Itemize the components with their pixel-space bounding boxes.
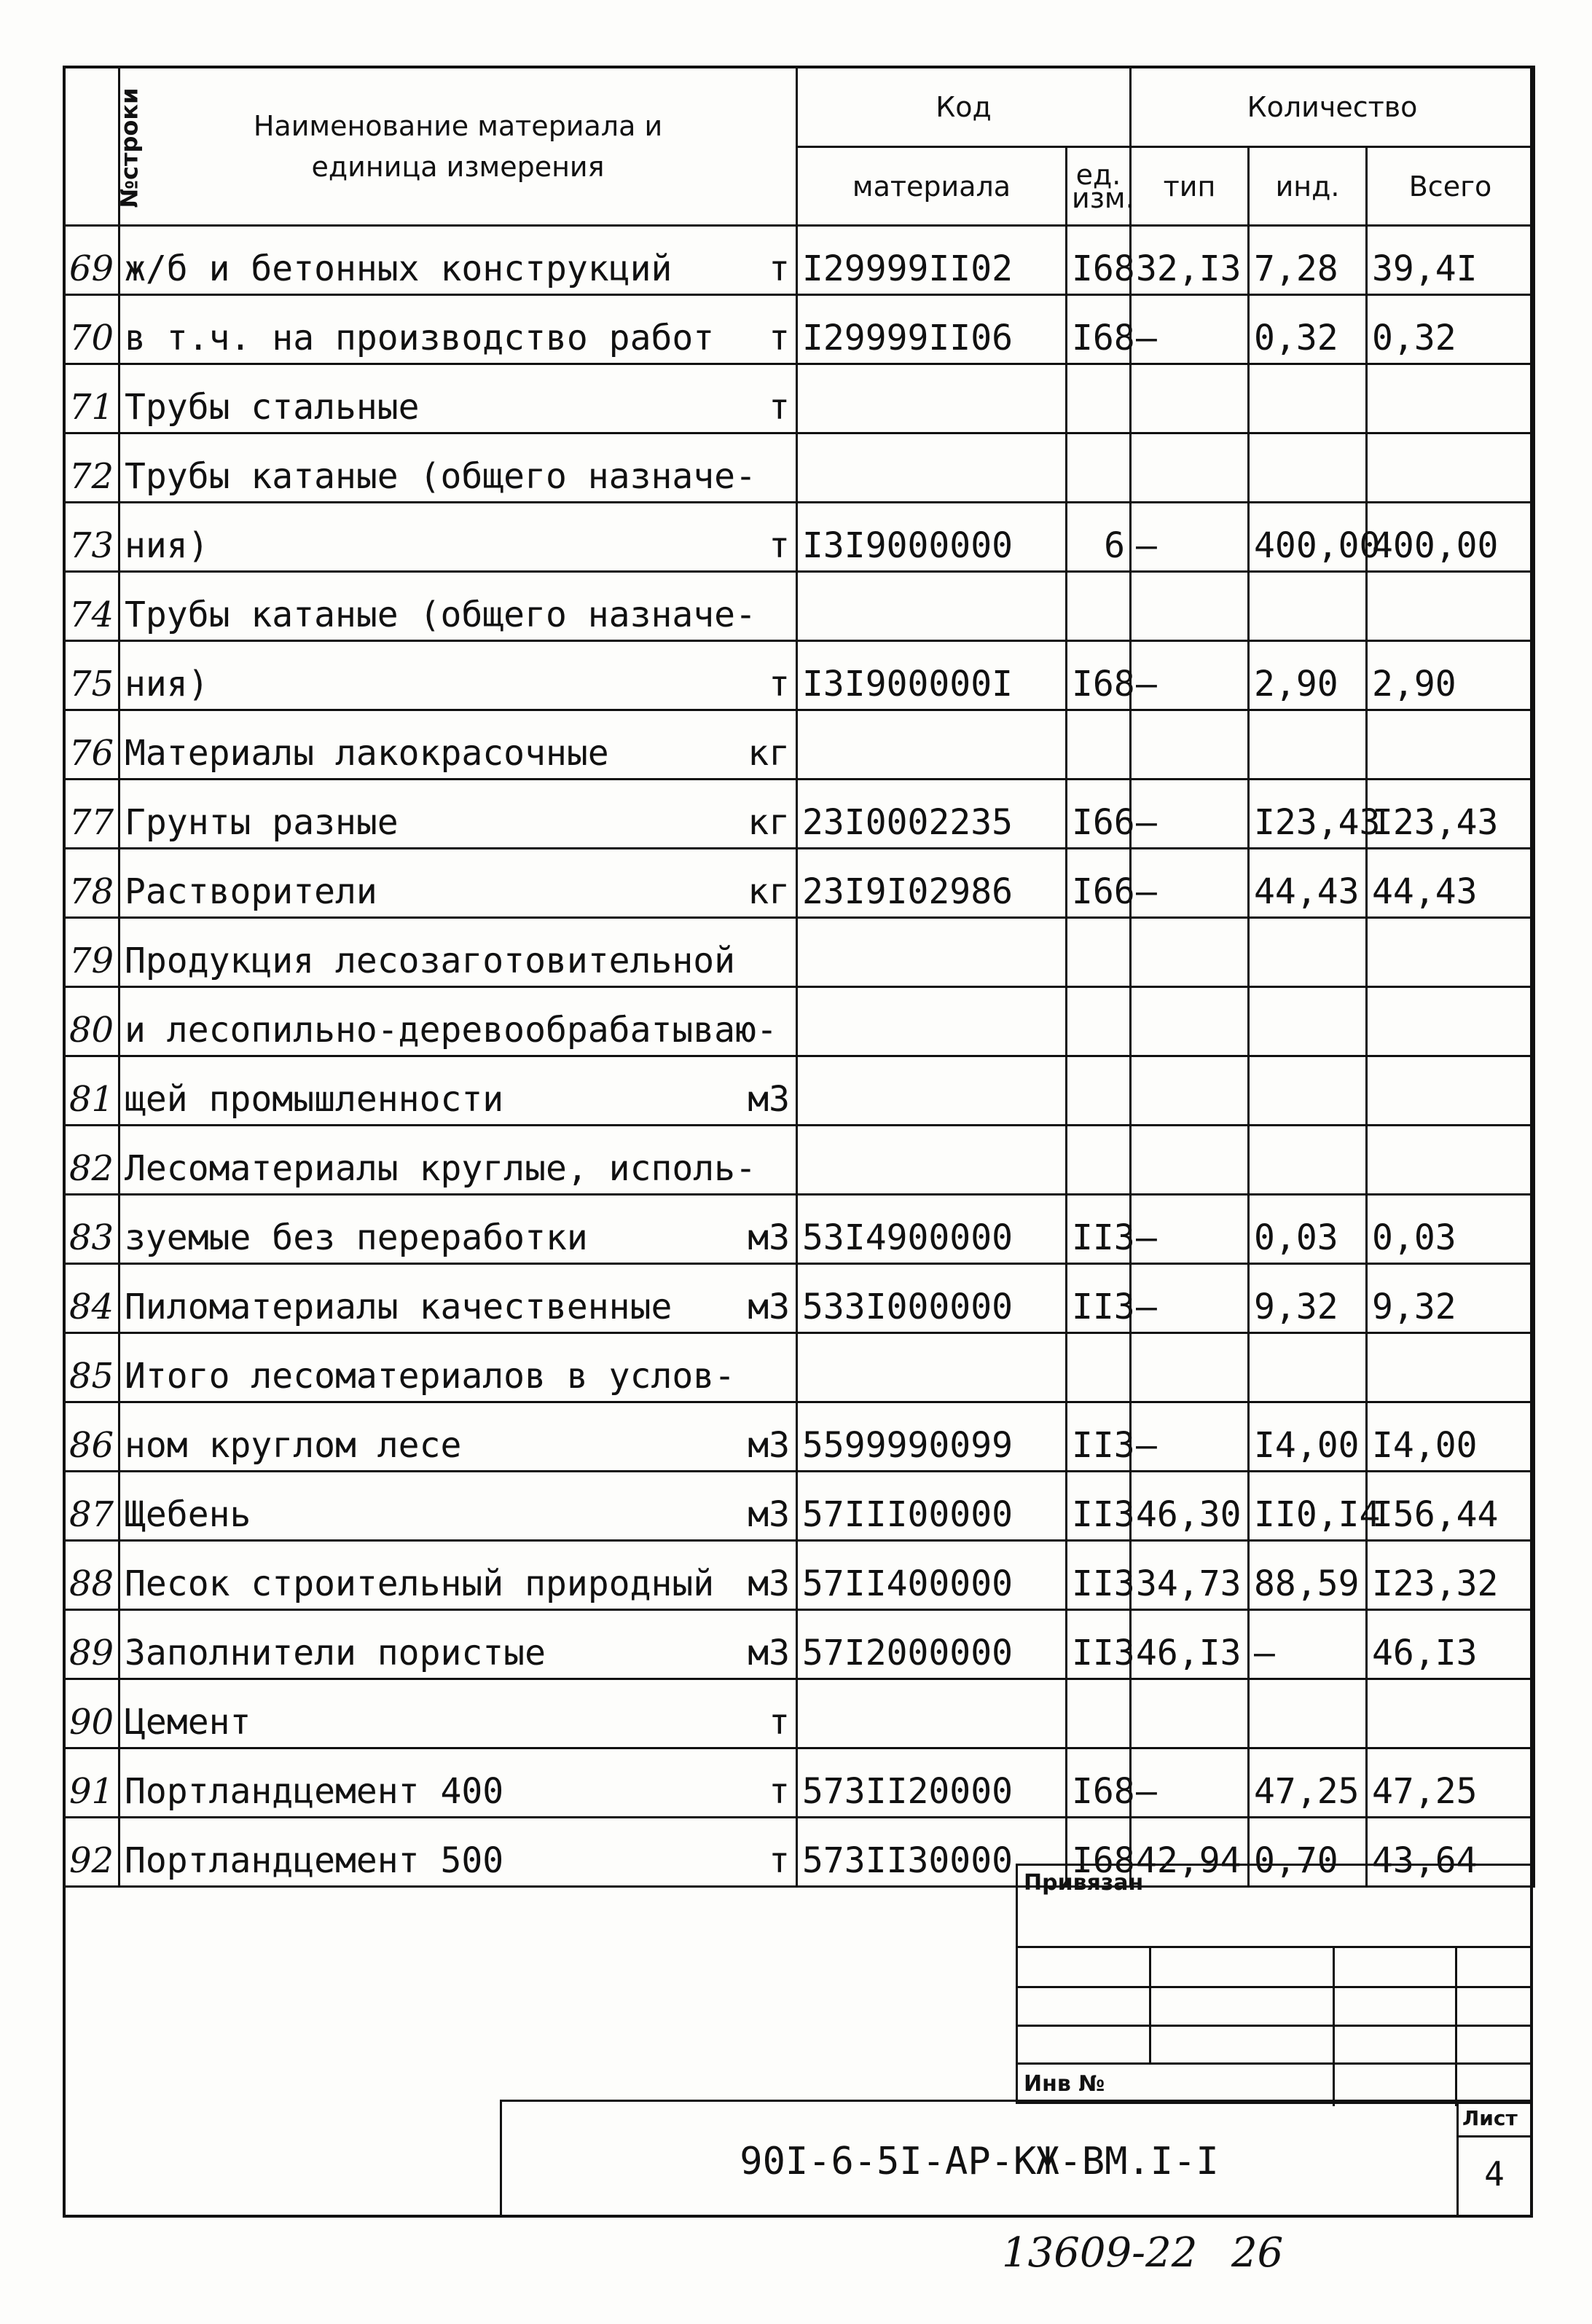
material-name-cell	[119, 1679, 797, 1748]
row-number-cell: 79	[64, 918, 119, 987]
quantity-type-cell	[1131, 433, 1249, 503]
quantity-type-cell: –	[1131, 1195, 1249, 1264]
quantity-individual-cell	[1249, 987, 1367, 1056]
row-number-cell: 90	[64, 1679, 119, 1748]
unit-code-cell: II3	[1067, 1472, 1131, 1541]
unit-code-cell	[1067, 918, 1131, 987]
quantity-type-cell: –	[1131, 1748, 1249, 1818]
table-row	[64, 572, 1534, 641]
quantity-total-cell	[1367, 1056, 1534, 1126]
unit-code-cell	[1067, 1333, 1131, 1402]
table-row	[64, 780, 1534, 849]
row-number-cell: 87	[64, 1472, 119, 1541]
quantity-type-cell: 42,94	[1131, 1818, 1249, 1887]
material-unit: м3	[748, 1425, 790, 1466]
material-code-cell	[797, 433, 1067, 503]
quantity-individual-cell: 88,59	[1249, 1541, 1367, 1610]
header-material-name: Наименование материала и единица измерения	[119, 67, 797, 226]
table-body	[64, 226, 1534, 1887]
quantity-type-cell: –	[1131, 295, 1249, 364]
quantity-individual-cell	[1249, 710, 1367, 780]
header-qty-type: тип	[1131, 147, 1249, 226]
material-name-cell	[119, 503, 797, 572]
row-number-cell: 85	[64, 1333, 119, 1402]
material-name-cell	[119, 780, 797, 849]
table-row	[64, 849, 1534, 918]
material-name: Лесоматериалы круглые, исполь-	[125, 1148, 756, 1189]
quantity-individual-cell: 400,00	[1249, 503, 1367, 572]
material-code-cell	[797, 987, 1067, 1056]
table-row	[64, 1195, 1534, 1264]
material-name: зуемые без переработки	[125, 1217, 588, 1258]
quantity-individual-cell: I4,00	[1249, 1402, 1367, 1472]
material-name: щей промышленности	[125, 1079, 504, 1120]
header-row-number: №строки	[64, 67, 119, 226]
unit-code-cell	[1067, 572, 1131, 641]
quantity-total-cell: 43,64	[1367, 1818, 1534, 1887]
material-code-cell	[797, 918, 1067, 987]
quantity-total-cell: 44,43	[1367, 849, 1534, 918]
quantity-total-cell: I4,00	[1367, 1402, 1534, 1472]
quantity-total-cell: I23,43	[1367, 780, 1534, 849]
material-name: ния)	[125, 664, 209, 704]
table-row	[64, 1402, 1534, 1472]
material-code-cell: 57III00000	[797, 1472, 1067, 1541]
material-code-cell	[797, 1679, 1067, 1748]
material-code-cell: I29999II02	[797, 226, 1067, 295]
material-code-cell: 5599990099	[797, 1402, 1067, 1472]
unit-code-cell	[1067, 433, 1131, 503]
material-name-cell	[119, 1056, 797, 1126]
quantity-total-cell: 39,4I	[1367, 226, 1534, 295]
unit-code-cell: II3	[1067, 1402, 1131, 1472]
quantity-individual-cell	[1249, 918, 1367, 987]
quantity-total-cell: 47,25	[1367, 1748, 1534, 1818]
material-name-cell	[119, 1126, 797, 1195]
unit-code-cell	[1067, 364, 1131, 433]
row-number-cell: 80	[64, 987, 119, 1056]
inventory-number-label: Инв №	[1024, 2071, 1105, 2097]
row-number-cell: 86	[64, 1402, 119, 1472]
material-code-cell	[797, 1126, 1067, 1195]
quantity-type-cell	[1131, 1679, 1249, 1748]
unit-code-cell: II3	[1067, 1610, 1131, 1679]
header-code: Код	[797, 67, 1131, 147]
material-code-cell: I3I9000000	[797, 503, 1067, 572]
quantity-individual-cell: I23,43	[1249, 780, 1367, 849]
table-row	[64, 1333, 1534, 1402]
material-name: Щебень	[125, 1494, 251, 1535]
material-name-cell	[119, 295, 797, 364]
unit-code-cell	[1067, 1679, 1131, 1748]
quantity-type-cell: –	[1131, 503, 1249, 572]
material-code-cell: 57I2000000	[797, 1610, 1067, 1679]
material-code-cell	[797, 710, 1067, 780]
material-name: Трубы катаные (общего назначе-	[125, 594, 756, 635]
material-unit: кг	[748, 733, 790, 774]
header-qty-ind: инд.	[1249, 147, 1367, 226]
quantity-total-cell	[1367, 710, 1534, 780]
quantity-individual-cell	[1249, 1126, 1367, 1195]
unit-code-cell	[1067, 1126, 1131, 1195]
row-number-cell: 78	[64, 849, 119, 918]
quantity-type-cell: –	[1131, 780, 1249, 849]
material-name: Трубы катаные (общего назначе-	[125, 456, 756, 497]
row-number-cell: 81	[64, 1056, 119, 1126]
material-code-cell: 23I9I02986	[797, 849, 1067, 918]
quantity-type-cell: –	[1131, 1402, 1249, 1472]
material-name: Портландцемент 500	[125, 1840, 504, 1881]
row-number-cell: 88	[64, 1541, 119, 1610]
unit-code-cell	[1067, 987, 1131, 1056]
materials-table	[63, 66, 1535, 1888]
table-row	[64, 433, 1534, 503]
quantity-individual-cell	[1249, 572, 1367, 641]
row-number-cell: 89	[64, 1610, 119, 1679]
unit-code-cell: II3	[1067, 1195, 1131, 1264]
quantity-type-cell: 46,I3	[1131, 1610, 1249, 1679]
material-name-cell	[119, 226, 797, 295]
row-number-cell: 82	[64, 1126, 119, 1195]
material-unit: м3	[748, 1079, 790, 1120]
material-name: ж/б и бетонных конструкций	[125, 248, 673, 289]
row-number-cell: 74	[64, 572, 119, 641]
material-name-cell	[119, 364, 797, 433]
material-name: Трубы стальные	[125, 387, 420, 428]
quantity-type-cell	[1131, 918, 1249, 987]
material-code-cell: I3I900000I	[797, 641, 1067, 710]
header-code-material: материала	[797, 147, 1067, 226]
header-qty-total: Всего	[1367, 147, 1534, 226]
attached-label: Привязан	[1024, 1870, 1144, 1896]
quantity-individual-cell: 0,03	[1249, 1195, 1367, 1264]
row-number-cell: 75	[64, 641, 119, 710]
sheet-label: Лист	[1462, 2106, 1518, 2130]
handwritten-page-number: 26	[1231, 2229, 1284, 2277]
quantity-type-cell	[1131, 710, 1249, 780]
material-name-cell	[119, 1195, 797, 1264]
unit-code-cell: I68	[1067, 295, 1131, 364]
table-row	[64, 1264, 1534, 1333]
row-number-cell: 83	[64, 1195, 119, 1264]
quantity-total-cell	[1367, 364, 1534, 433]
material-unit: т	[769, 248, 790, 289]
material-name: и лесопильно-деревообрабатываю-	[125, 1010, 777, 1051]
sheet-number: 4	[1484, 2154, 1505, 2194]
quantity-individual-cell	[1249, 1056, 1367, 1126]
quantity-total-cell: 2,90	[1367, 641, 1534, 710]
row-number-cell: 91	[64, 1748, 119, 1818]
quantity-type-cell: 46,30	[1131, 1472, 1249, 1541]
material-code-cell: 573II20000	[797, 1748, 1067, 1818]
table-row	[64, 641, 1534, 710]
row-number-cell: 71	[64, 364, 119, 433]
material-unit: т	[769, 387, 790, 428]
table-row	[64, 710, 1534, 780]
quantity-type-cell	[1131, 987, 1249, 1056]
material-code-cell	[797, 1056, 1067, 1126]
table-row	[64, 1126, 1534, 1195]
attachment-stamp	[1016, 1864, 1533, 2104]
quantity-total-cell	[1367, 987, 1534, 1056]
document-code: 90I-6-5I-АР-КЖ-ВМ.I-I	[740, 2140, 1219, 2183]
material-name: Итого лесоматериалов в услов-	[125, 1356, 736, 1397]
row-number-cell: 77	[64, 780, 119, 849]
material-name: Песок строительный природный	[125, 1563, 715, 1604]
material-unit: кг	[748, 802, 790, 843]
material-unit: м3	[748, 1563, 790, 1604]
quantity-individual-cell: 0,32	[1249, 295, 1367, 364]
material-name: Грунты разные	[125, 802, 399, 843]
row-number-cell: 69	[64, 226, 119, 295]
material-code-cell: 533I000000	[797, 1264, 1067, 1333]
table-row	[64, 295, 1534, 364]
material-name-cell	[119, 572, 797, 641]
material-unit: т	[769, 525, 790, 566]
unit-code-cell	[1067, 1056, 1131, 1126]
material-unit: т	[769, 664, 790, 704]
material-name-cell	[119, 710, 797, 780]
quantity-individual-cell	[1249, 364, 1367, 433]
quantity-individual-cell	[1249, 1679, 1367, 1748]
row-number-cell: 72	[64, 433, 119, 503]
material-name-cell	[119, 1610, 797, 1679]
quantity-total-cell: 46,I3	[1367, 1610, 1534, 1679]
material-name: Пиломатериалы качественные	[125, 1287, 673, 1327]
material-name-cell	[119, 433, 797, 503]
material-unit: м3	[748, 1217, 790, 1258]
material-unit: т	[769, 1840, 790, 1881]
quantity-total-cell: 9,32	[1367, 1264, 1534, 1333]
material-name-cell	[119, 849, 797, 918]
unit-code-cell: II3	[1067, 1264, 1131, 1333]
unit-code-cell: I68	[1067, 1748, 1131, 1818]
header-code-unit: ед. изм.	[1067, 147, 1131, 226]
quantity-type-cell	[1131, 1333, 1249, 1402]
material-name: Заполнители пористые	[125, 1633, 546, 1673]
quantity-total-cell: I56,44	[1367, 1472, 1534, 1541]
material-name-cell	[119, 641, 797, 710]
material-name-cell	[119, 1541, 797, 1610]
material-code-cell: 53I4900000	[797, 1195, 1067, 1264]
unit-code-cell: I66	[1067, 780, 1131, 849]
quantity-individual-cell: –	[1249, 1610, 1367, 1679]
material-code-cell: 57II400000	[797, 1541, 1067, 1610]
quantity-total-cell: 0,03	[1367, 1195, 1534, 1264]
quantity-individual-cell: 7,28	[1249, 226, 1367, 295]
material-name: ния)	[125, 525, 209, 566]
material-name-cell	[119, 1472, 797, 1541]
material-code-cell: 573II30000	[797, 1818, 1067, 1887]
material-unit: м3	[748, 1633, 790, 1673]
material-code-cell: I29999II06	[797, 295, 1067, 364]
material-name-cell	[119, 1333, 797, 1402]
quantity-total-cell: I23,32	[1367, 1541, 1534, 1610]
quantity-individual-cell: II0,I4	[1249, 1472, 1367, 1541]
table-row	[64, 503, 1534, 572]
quantity-individual-cell: 0,70	[1249, 1818, 1367, 1887]
table-row	[64, 226, 1534, 295]
unit-code-cell: II3	[1067, 1541, 1131, 1610]
quantity-total-cell	[1367, 572, 1534, 641]
quantity-total-cell: 400,00	[1367, 503, 1534, 572]
table-row	[64, 1679, 1534, 1748]
quantity-total-cell	[1367, 433, 1534, 503]
material-unit: м3	[748, 1287, 790, 1327]
row-number-cell: 84	[64, 1264, 119, 1333]
row-number-cell: 76	[64, 710, 119, 780]
unit-code-cell: I66	[1067, 849, 1131, 918]
table-row	[64, 1056, 1534, 1126]
material-name: Продукция лесозаготовительной	[125, 941, 736, 981]
material-name-cell	[119, 1818, 797, 1887]
material-name-cell	[119, 1748, 797, 1818]
table-row	[64, 1748, 1534, 1818]
quantity-individual-cell	[1249, 1333, 1367, 1402]
quantity-individual-cell: 2,90	[1249, 641, 1367, 710]
row-number-cell: 92	[64, 1818, 119, 1887]
unit-code-cell	[1067, 710, 1131, 780]
quantity-individual-cell: 9,32	[1249, 1264, 1367, 1333]
material-name-cell	[119, 1264, 797, 1333]
material-code-cell	[797, 1333, 1067, 1402]
quantity-total-cell	[1367, 1126, 1534, 1195]
quantity-individual-cell: 44,43	[1249, 849, 1367, 918]
material-unit: кг	[748, 871, 790, 912]
material-name-cell	[119, 1402, 797, 1472]
material-name: Материалы лакокрасочные	[125, 733, 609, 774]
material-unit: т	[769, 318, 790, 358]
quantity-total-cell: 0,32	[1367, 295, 1534, 364]
quantity-total-cell	[1367, 918, 1534, 987]
quantity-total-cell	[1367, 1679, 1534, 1748]
material-code-cell	[797, 572, 1067, 641]
title-block	[500, 2100, 1533, 2218]
quantity-type-cell: –	[1131, 849, 1249, 918]
table-row	[64, 1472, 1534, 1541]
material-unit: м3	[748, 1494, 790, 1535]
material-unit: т	[769, 1702, 790, 1743]
row-number-cell: 70	[64, 295, 119, 364]
unit-code-cell: I68	[1067, 1818, 1131, 1887]
material-name-cell	[119, 987, 797, 1056]
table-row	[64, 1610, 1534, 1679]
table-row	[64, 364, 1534, 433]
material-name: Портландцемент 400	[125, 1771, 504, 1812]
quantity-total-cell	[1367, 1333, 1534, 1402]
material-unit: т	[769, 1771, 790, 1812]
handwritten-document-number: 13609-22	[1002, 2229, 1198, 2277]
quantity-type-cell	[1131, 1126, 1249, 1195]
header-quantity: Количество	[1131, 67, 1534, 147]
quantity-type-cell: –	[1131, 641, 1249, 710]
material-code-cell	[797, 364, 1067, 433]
unit-code-cell: I68	[1067, 641, 1131, 710]
unit-code-cell: I68	[1067, 226, 1131, 295]
quantity-type-cell: 34,73	[1131, 1541, 1249, 1610]
material-code-cell: 23I0002235	[797, 780, 1067, 849]
material-name: в т.ч. на производство работ	[125, 318, 715, 358]
quantity-type-cell: 32,I3	[1131, 226, 1249, 295]
material-name: Цемент	[125, 1702, 251, 1743]
table-row	[64, 1541, 1534, 1610]
unit-code-cell: 6	[1067, 503, 1131, 572]
quantity-type-cell: –	[1131, 1264, 1249, 1333]
quantity-type-cell	[1131, 1056, 1249, 1126]
material-name: ном круглом лесе	[125, 1425, 462, 1466]
material-name-cell	[119, 918, 797, 987]
table-row	[64, 918, 1534, 987]
quantity-type-cell	[1131, 572, 1249, 641]
table-row	[64, 987, 1534, 1056]
quantity-individual-cell: 47,25	[1249, 1748, 1367, 1818]
material-name: Растворители	[125, 871, 377, 912]
quantity-type-cell	[1131, 364, 1249, 433]
row-number-cell: 73	[64, 503, 119, 572]
quantity-individual-cell	[1249, 433, 1367, 503]
